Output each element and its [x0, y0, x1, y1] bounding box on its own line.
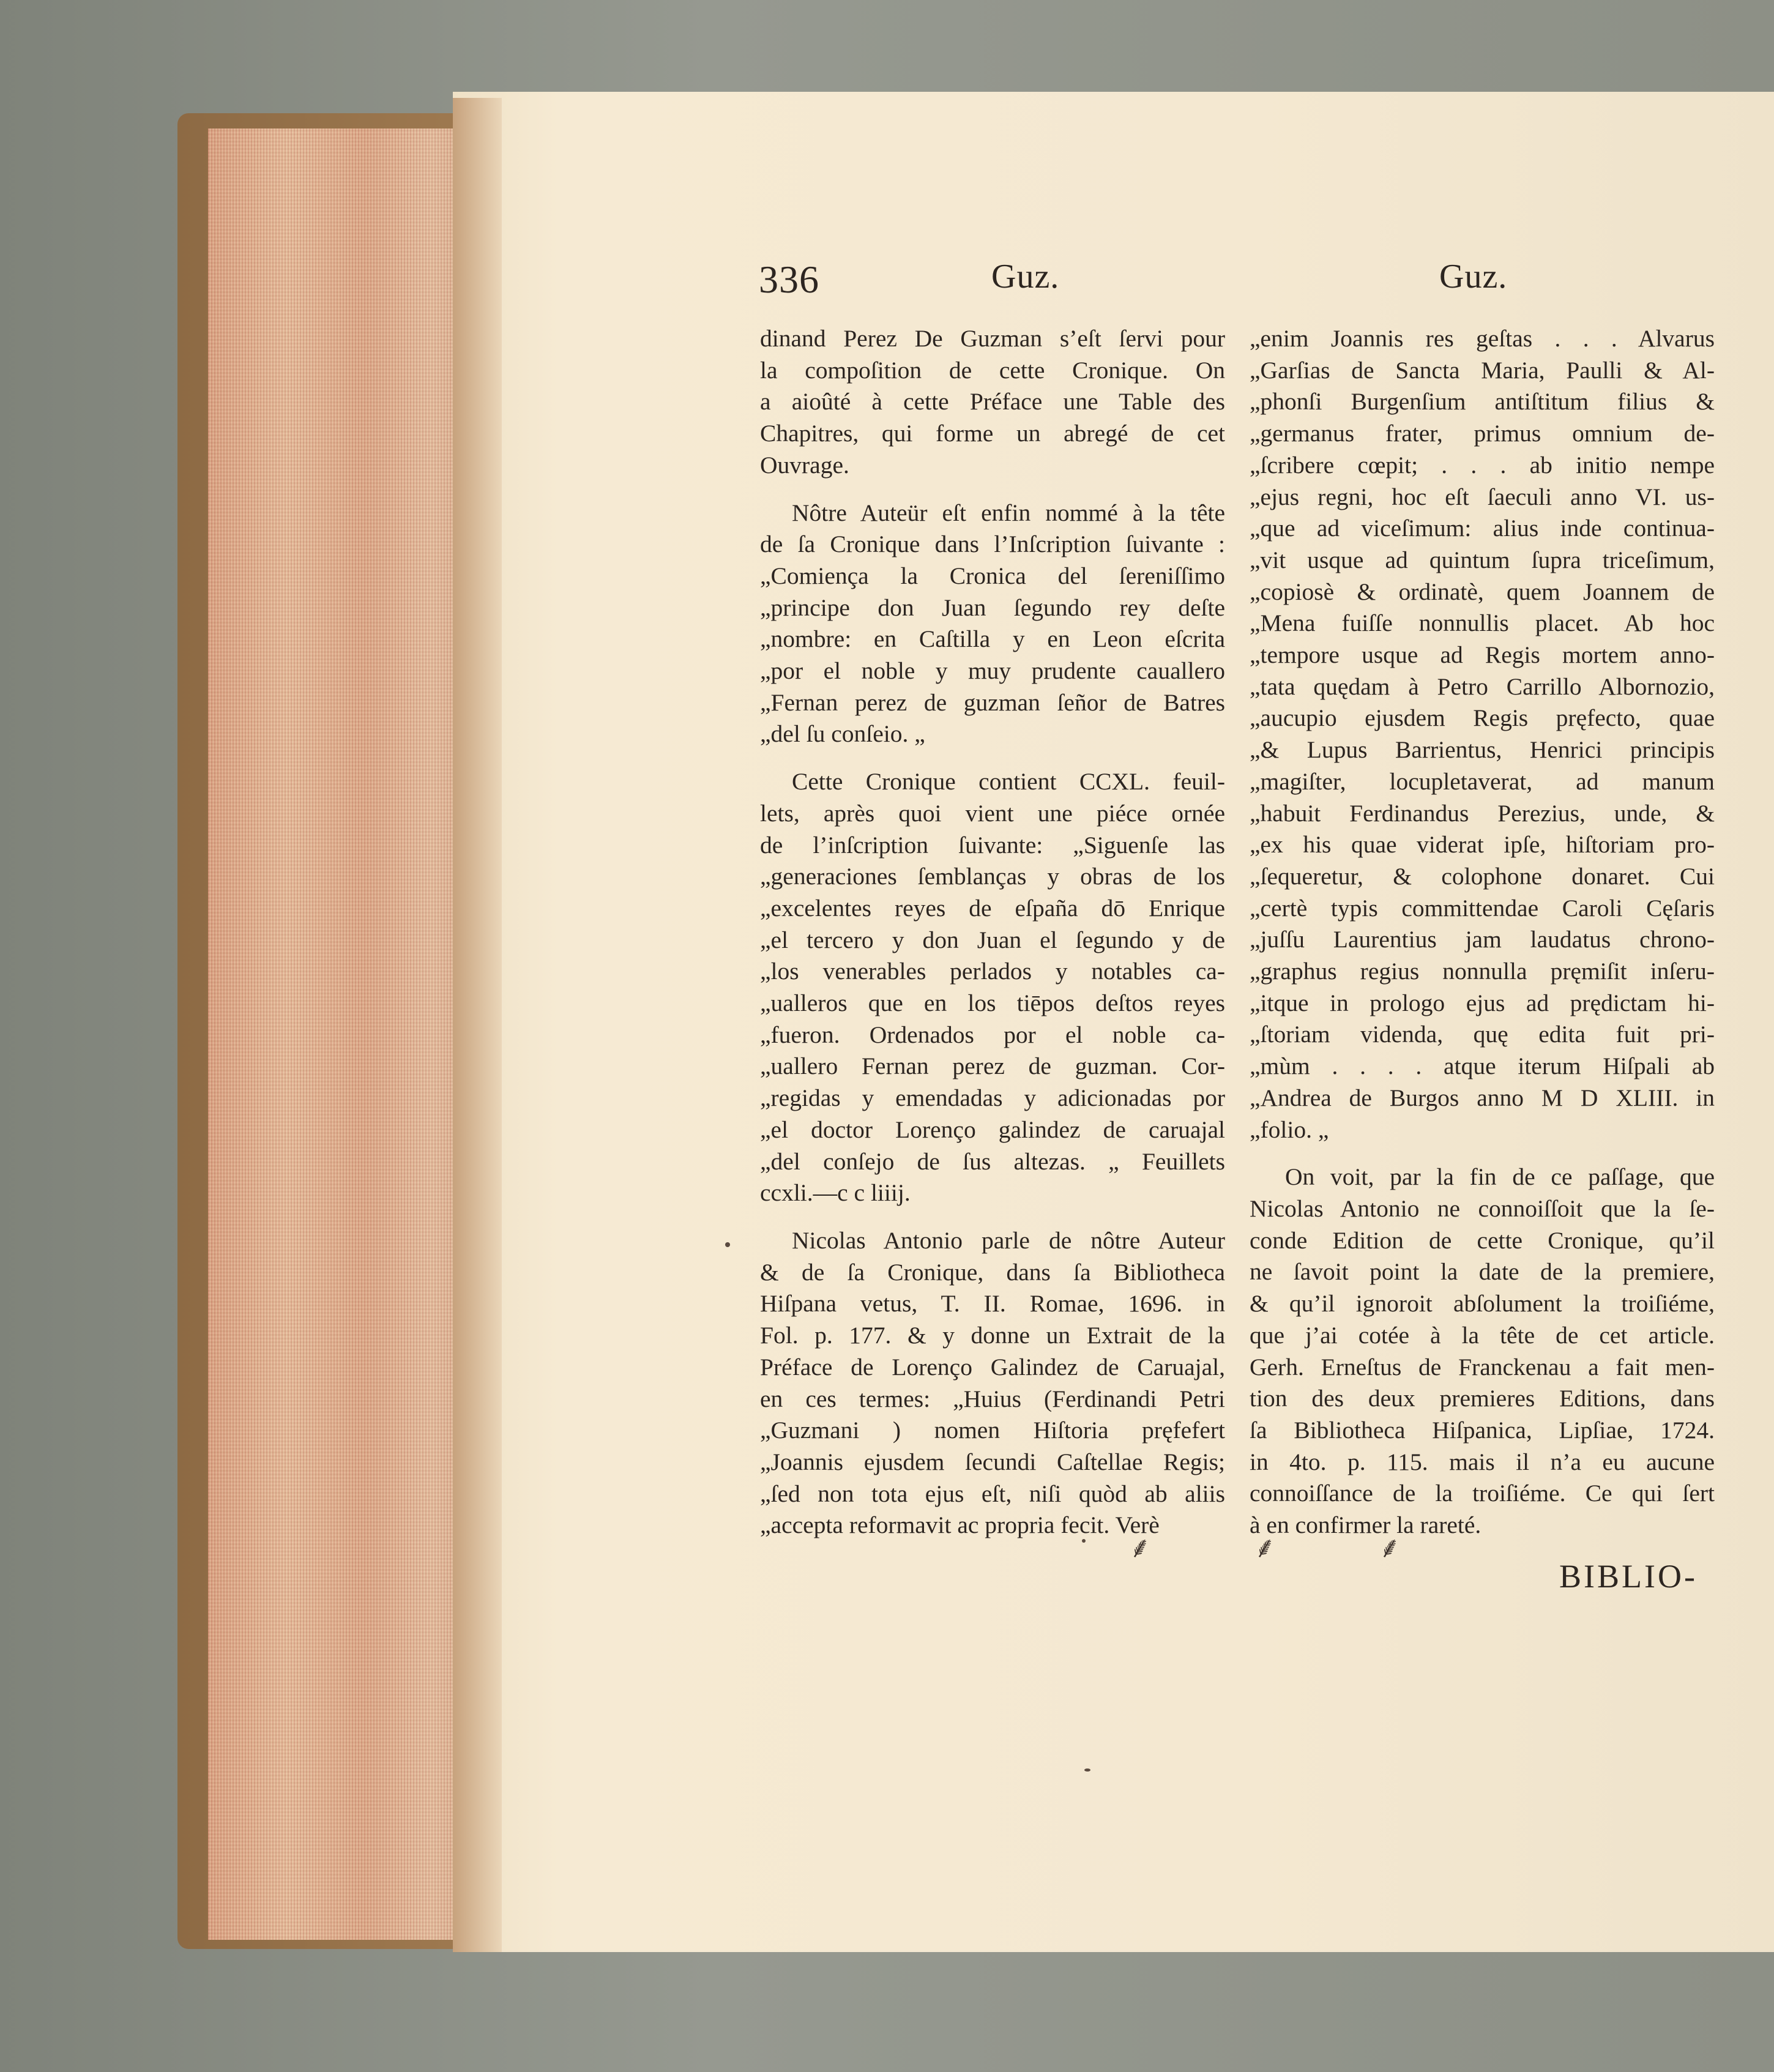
text-line: „Andrea de Burgos anno M D XLIII. in — [1250, 1084, 1715, 1111]
text-line: „ejus regni, hoc eſt ſaeculi anno VI. us- — [1250, 483, 1715, 510]
ink-speck — [1084, 1768, 1090, 1772]
text-line: „uallero Fernan perez de guzman. Cor- — [760, 1053, 1225, 1080]
text-line: „ualleros que en los tiēpos deſtos reyes — [760, 989, 1225, 1017]
text-line: „juſſu Laurentius jam laudatus chrono- — [1250, 926, 1715, 953]
text-line: Hiſpana vetus, T. II. Romae, 1696. in — [760, 1290, 1225, 1317]
text-line: dinand Perez De Guzman s’eſt ſervi pour — [760, 325, 1225, 352]
text-line: „mùm . . . . atque iterum Hiſpali ab — [1250, 1053, 1715, 1080]
text-line: de l’inſcription ſuivante: „Siguenſe las — [760, 831, 1225, 859]
text-line: Préface de Lorenço Galindez de Caruajal, — [760, 1353, 1225, 1381]
text-line: „vit usque ad quintum ſupra triceſimum, — [1250, 546, 1715, 573]
text-line: de ſa Cronique dans l’Inſcription ſuivante : — [760, 531, 1225, 558]
text-line: Nicolas Antonio ne connoiſſoit que la ſe- — [1250, 1194, 1715, 1222]
text-line: ſa Bibliotheca Hiſpanica, Lipſiae, 1724. — [1250, 1416, 1715, 1444]
text-line: Nôtre Auteür eſt enfin nommé à la tête — [792, 499, 1225, 526]
text-line: ne ſavoit point la date de la premiere, — [1250, 1258, 1715, 1286]
text-line: à en confirmer la rareté. — [1250, 1511, 1481, 1539]
text-line: la compoſition de cette Cronique. On — [760, 356, 1225, 384]
right-running-head: Guz. — [1439, 258, 1508, 296]
text-line: „ex his quae viderat ipſe, hiſtoriam pro- — [1250, 831, 1715, 859]
text-line: „Guzmani ) nomen Hiſtoria pręfefert — [760, 1417, 1225, 1444]
text-line: „magiſter, locupletaverat, ad manum — [1250, 767, 1715, 795]
text-line: „fueron. Ordenados por el noble ca- — [760, 1021, 1225, 1048]
text-line: „del conſejo de ſus altezas. „ Feuillets — [760, 1147, 1225, 1175]
text-line: „habuit Ferdinandus Perezius, unde, & — [1250, 799, 1715, 827]
text-line: en ces termes: „Huius (Ferdinandi Petri — [760, 1385, 1225, 1412]
text-line: „Comiença la Cronica del ſereniſſimo — [760, 562, 1225, 589]
text-line: „aucupio ejusdem Regis pręfecto, quae — [1250, 704, 1715, 732]
text-line: Ouvrage. — [760, 451, 849, 479]
page-number: 336 — [759, 258, 819, 301]
text-line: ccxli.—c c liiij. — [760, 1179, 911, 1207]
text-line: „ſcribere cœpit; . . . ab initio nempe — [1250, 451, 1715, 479]
text-line: in 4to. p. 115. mais il n’a eu aucune — [1250, 1448, 1715, 1475]
text-line: „el tercero y don Juan el ſegundo y de — [760, 926, 1225, 953]
text-line: connoiſſance de la troiſiéme. Ce qui ſert — [1250, 1480, 1715, 1507]
text-line: On voit, par la fin de ce paſſage, que — [1285, 1163, 1715, 1191]
text-line: & qu’il ignoroit abſolument la troiſiéme, — [1250, 1290, 1715, 1317]
text-line: „& Lupus Barrientus, Henrici principis — [1250, 736, 1715, 764]
text-line: Cette Cronique contient CCXL. feuil- — [792, 768, 1225, 796]
ornament-row: ⸙ ⸙ ⸙ — [1129, 1532, 1449, 1564]
text-line: Fol. p. 177. & y donne un Extrait de la — [760, 1322, 1225, 1349]
text-line: „excelentes reyes de eſpaña dō Enrique — [760, 894, 1225, 922]
text-line: conde Edition de cette Cronique, qu’il — [1250, 1226, 1715, 1254]
text-line: „enim Joannis res geſtas . . . Alvarus — [1250, 325, 1715, 352]
text-line: „Mena fuiſſe nonnullis placet. Ab hoc — [1250, 609, 1715, 637]
text-line: „Garſias de Sancta Maria, Paulli & Al- — [1250, 356, 1715, 384]
text-line: „principe don Juan ſegundo rey deſte — [760, 594, 1225, 621]
text-line: „que ad viceſimum: alius inde continua- — [1250, 515, 1715, 542]
text-line: „accepta reformavit ac propria fecit. Verè — [760, 1511, 1160, 1539]
text-line: „phonſi Burgenſium antiſtitum filius & — [1250, 388, 1715, 416]
ink-speck — [725, 1242, 730, 1247]
right-text-column — [1250, 323, 1715, 1541]
text-line: a aioûté à cette Préface une Table des — [760, 388, 1225, 416]
text-line: „ſtoriam videnda, quę edita fuit pri- — [1250, 1021, 1715, 1048]
text-line: „nombre: en Caſtilla y en Leon eſcrita — [760, 625, 1225, 653]
text-line: „los venerables perlados y notables ca- — [760, 958, 1225, 985]
page-gutter — [453, 98, 502, 1952]
text-line: „el doctor Lorenço galindez de caruajal — [760, 1116, 1225, 1143]
text-line: Chapitres, qui forme un abregé de cet — [760, 420, 1225, 447]
text-line: Nicolas Antonio parle de nôtre Auteur — [792, 1226, 1225, 1254]
left-text-column — [760, 323, 1225, 1541]
text-line: que j’ai cotée à la tête de cet article. — [1250, 1321, 1715, 1349]
text-line: „itque in prologo ejus ad prędictam hi- — [1250, 989, 1715, 1016]
text-line: „germanus frater, primus omnium de- — [1250, 420, 1715, 447]
page-edges — [208, 129, 471, 1940]
text-line: „graphus regius nonnulla pręmiſit inſeru- — [1250, 958, 1715, 985]
text-line: „ſed non tota ejus eſt, niſi quòd ab aliis — [760, 1480, 1225, 1507]
text-line: „copiosè & ordinatè, quem Joannem de — [1250, 578, 1715, 605]
text-line: „folio. „ — [1250, 1116, 1329, 1143]
text-line: „certè typis committendae Caroli Cęſaris — [1250, 894, 1715, 922]
text-line: „por el noble y muy prudente cauallero — [760, 657, 1225, 685]
text-line: & de ſa Cronique, dans ſa Bibliotheca — [760, 1258, 1225, 1286]
left-running-head: Guz. — [991, 258, 1060, 296]
ink-speck — [1082, 1539, 1086, 1543]
text-line: „tata quędam à Petro Carrillo Albornozio, — [1250, 673, 1715, 700]
text-line: Gerh. Erneſtus de Franckenau a fait men- — [1250, 1353, 1715, 1381]
text-line: „Joannis ejusdem ſecundi Caſtellae Regis; — [760, 1448, 1225, 1475]
text-line: tion des deux premieres Editions, dans — [1250, 1385, 1715, 1412]
text-line: lets, après quoi vient une piéce ornée — [760, 799, 1225, 827]
text-line: „generaciones ſemblanças y obras de los — [760, 863, 1225, 890]
text-line: „del ſu conſeio. „ — [760, 720, 925, 748]
catchword: BIBLIO- — [1559, 1558, 1698, 1595]
text-line: „tempore usque ad Regis mortem anno- — [1250, 641, 1715, 669]
text-line: „ſequeretur, & colophone donaret. Cui — [1250, 862, 1715, 890]
text-line: „regidas y emendadas y adicionadas por — [760, 1084, 1225, 1112]
text-line: „Fernan perez de guzman ſeñor de Batres — [760, 688, 1225, 716]
